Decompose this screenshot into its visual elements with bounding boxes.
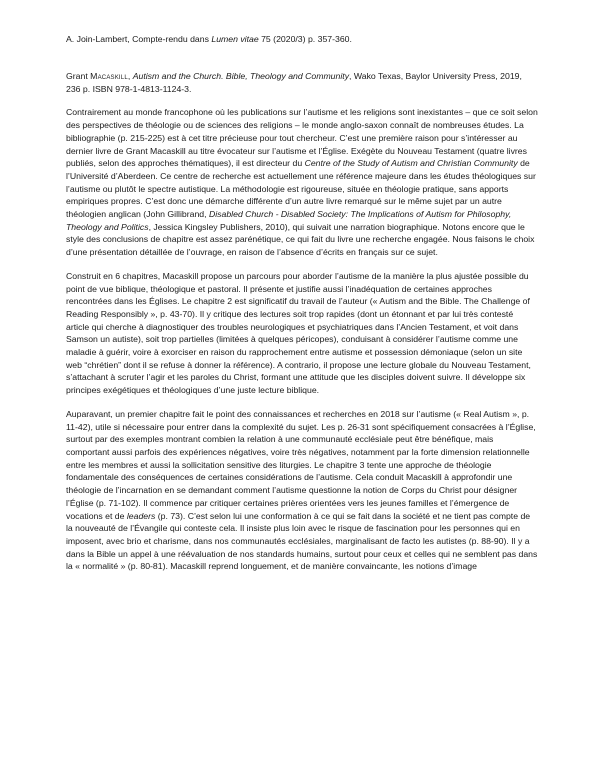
text-run: Auparavant, un premier chapitre fait le point des connaissances et recherches en 2018 sur l’autisme (« Real Autism », p. 11-42), utile si nécessaire pour entrer dans la complexité du sujet. Les p. 26-31 sont spécifiquement consacrées à l’Église, surtout par des exemples montrant combien la relation à une communauté ecclésiale peut être bénéfique, mais comportant aussi parfois des expériences négatives, voire très négatives, notamment par la forte dimension relationnelle entre les membres et aussi la sollicitation sensitive des liturgies. Le chapitre 3 tente une approche de théologie fondamentale des conséquences de certaines considérations de l’autisme. Cela conduit Macaskill à approfondir une théologie de l’incarnation en se demandant comment l’autisme questionne la notion de Corps du Christ pour désigner l’Église (p. 71-102). Il commence par critiquer certaines prières orientées vers les jeunes familles et l’émergence de vocations et de — [66, 408, 536, 521]
author-first-name: Grant — [66, 71, 91, 81]
citation-suffix: 75 (2020/3) p. 357-360. — [258, 34, 352, 44]
review-paragraph — [66, 106, 538, 258]
book-title: Autism and the Church. Bible, Theology and Community — [132, 71, 350, 81]
citation-line — [66, 34, 538, 45]
text-run: Contrairement au monde francophone où les publications sur l’autisme et les religions sont inexistantes – que ce soit selon des perspectives de théologie ou de sciences des religions – le monde anglo-saxon connaît de nombreuses études. La bibliographie (p. 215-225) est à cet titre précieuse pour tout chercheur. C’est une première raison pour s’intéresser au dernier livre de Grant Macaskill au titre évocateur sur l’autisme et l’Église. Exégète du Nouveau Testament (quatre livres publiés, selon des approches thématiques), il est directeur du — [66, 107, 538, 169]
document-page — [66, 34, 538, 584]
book-separator: , — [127, 71, 133, 81]
italic-text-run: Disabled Church - Disabled Society: The Implications of Autism for Philosophy, Theology and Politics — [66, 209, 512, 232]
text-run: (p. 73). C’est selon lui une conformation à ce qui se fait dans la société et ne tient pas compte de la nouveauté de l’Évangile qui conteste cela. Il insiste plus loin avec le risque de fascination pour les personnes qui en imposent, avec brio et charisme, dans nos communautés ecclésiales, marginalisant de facto les autistes (p. 88-90). Il y a dans la Bible un appel à une réévaluation de nos standards humains, surtout pour ceux et celles qui ne semblent pas dans la « normalité » (p. 80-81). Macaskill reprend longuement, et de manière convaincante, les notions d’image — [66, 510, 538, 572]
journal-title: Lumen vitae — [211, 34, 259, 44]
review-paragraph — [66, 270, 538, 397]
review-paragraph — [66, 408, 538, 573]
author-last-name: Macaskill — [90, 71, 128, 81]
citation-prefix: A. Join-Lambert, Compte-rendu dans — [66, 34, 212, 44]
text-run: de l’Université d’Aberdeen. Ce centre de recherche est actuellement une référence majeure dans les études théologiques sur l’autisme ou plutôt le spectre autistique. La méthodologie est rigoureuse, située en théologie pratique, sans apports empiriques propres. C’est donc une démarche différente d’un autre livre remarqué sur le même sujet par un autre théologien anglican (John Gillibrand, — [66, 158, 536, 220]
book-reference — [66, 70, 538, 95]
italic-text-run: leaders — [126, 510, 156, 521]
review-body — [66, 106, 538, 573]
book-details: , Wako Texas, Baylor University Press, 2019, 236 p. ISBN 978-1-4813-1124-3. — [66, 71, 522, 94]
text-run: Construit en 6 chapitres, Macaskill propose un parcours pour aborder l’autisme de la manière la plus ajustée possible du point de vue biblique, théologique et pastoral. Il présente et justifie aussi l’inadéquation de certaines approches rencontrées dans les Églises. Le chapitre 2 est significatif du travail de l’auteur (« Autism and the Bible. The Challenge of Reading Responsibly », p. 43-70). Il y critique des lectures soit trop rapides (dont un étonnant et par lui très contesté article qui cherche à diagnostiquer des troubles neurologiques et psychiatriques dans l’Ancien Testament, et voit dans Samson un autiste), soit trop partielles (limitées à quelques péricopes), conduisant à considérer l’autisme comme une maladie à guérir, voire à exorciser en raison du rapprochement entre autisme et possession démoniaque (selon un site web “chrétien” dont il se refuse à donner la référence). A contrario, il propose une lecture globale du Nouveau Testament, s’attachant à scruter l’agir et les paroles du Christ, formant une attitude que les disciples doivent suivre. Il développe six principes exégétiques et théologiques d’une juste lecture biblique. — [66, 270, 531, 396]
italic-text-run: Centre of the Study of Autism and Christian Community — [304, 158, 518, 169]
text-run: , Jessica Kingsley Publishers, 2010), qui suivait une narration biographique. Notons encore que le style des conclusions de chapitre est assez parénétique, ce qui fait du livre une recherche engagée. Nous faisons le choix d’une présentation détaillée de l’ouvrage, en raison de l’absence d’écrits en français sur ce sujet. — [66, 221, 535, 258]
